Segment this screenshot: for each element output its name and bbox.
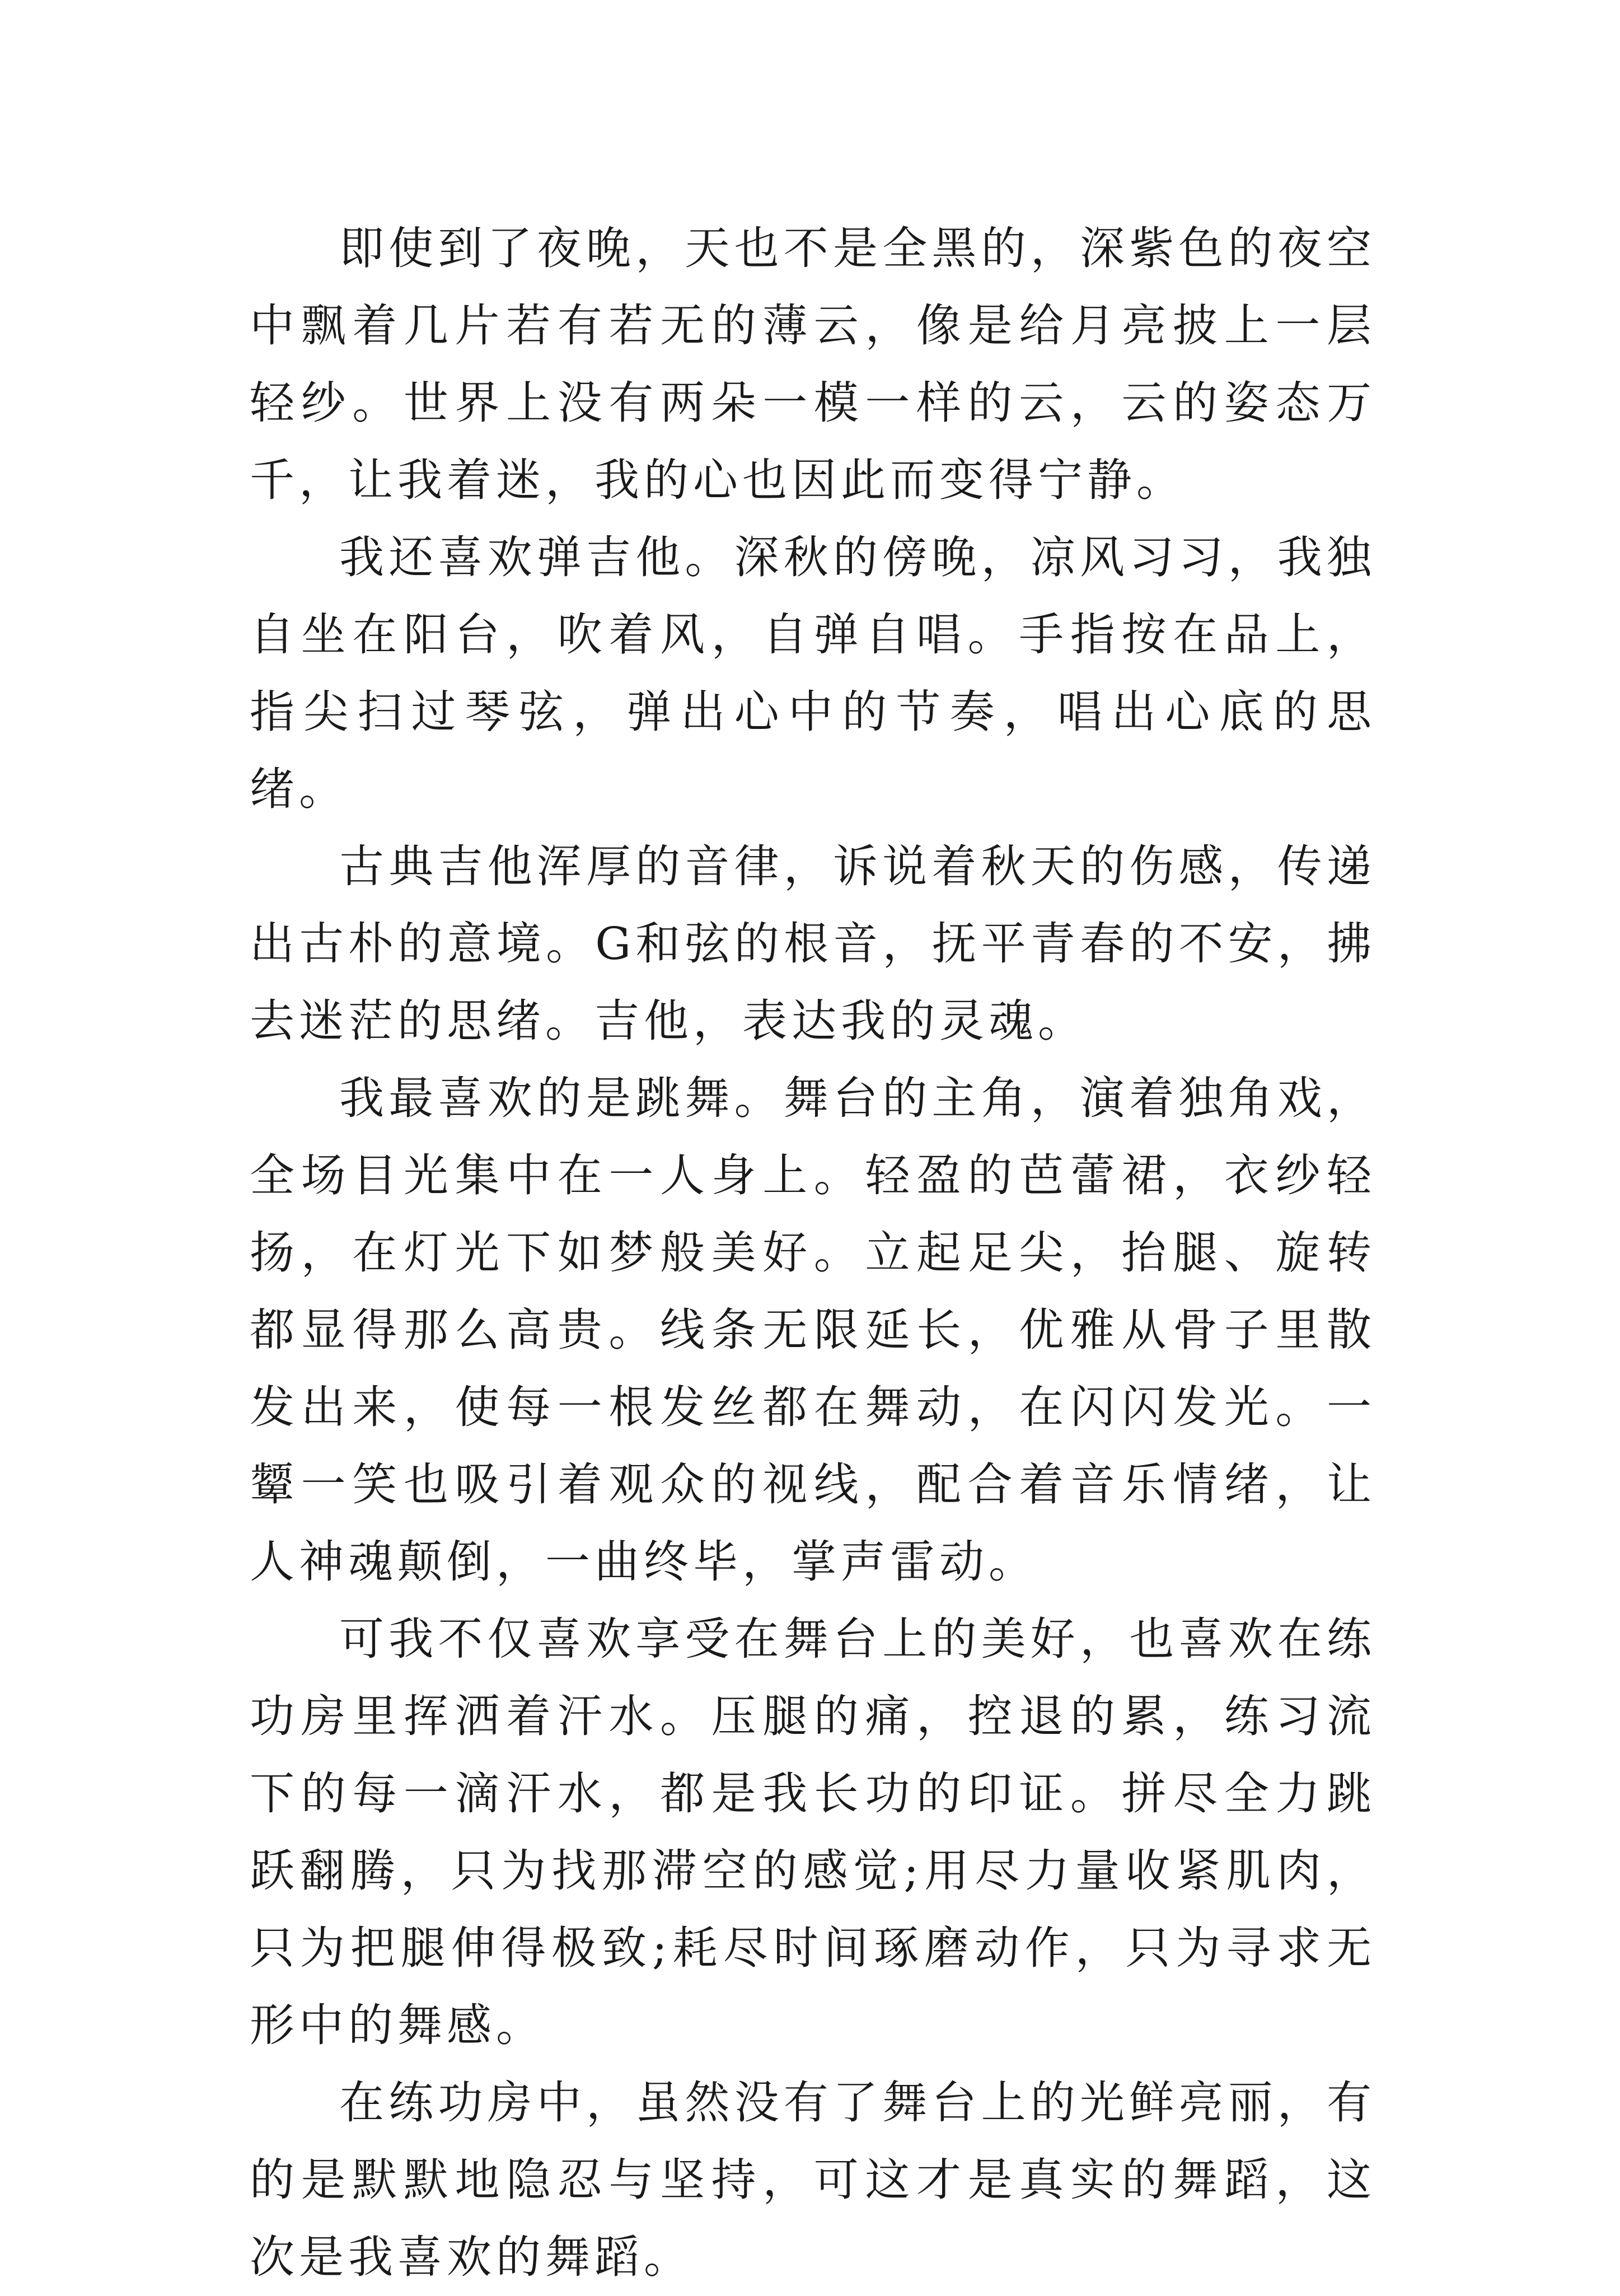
paragraph-guitar-evening: 我还喜欢弹吉他。深秋的傍晚，凉风习习，我独自坐在阳台，吹着风，自弹自唱。手指按在品上，指尖扫过琴弦，弹出心中的节奏，唱出心底的思绪。: [250, 531, 1376, 815]
paragraph-dance-stage: 我最喜欢的是跳舞。舞台的主角，演着独角戏，全场目光集中在一人身上。轻盈的芭蕾裙，衣纱轻扬，在灯光下如梦般美好。立起足尖，抬腿、旋转都显得那么高贵。线条无限延长，优雅从骨子里散发出来，使每一根发丝都在舞动，在闪闪发光。一颦一笑也吸引着观众的视线，配合着音乐情绪，让人神魂颠倒，一曲终毕，掌声雷动。: [250, 1072, 1376, 1588]
paragraph-night-clouds: 即使到了夜晚，天也不是全黑的，深紫色的夜空中飘着几片若有若无的薄云，像是给月亮披上一层轻纱。世界上没有两朵一模一样的云，云的姿态万千，让我着迷，我的心也因此而变得宁静。: [250, 222, 1376, 506]
paragraph-true-dance: 在练功房中，虽然没有了舞台上的光鲜亮丽，有的是默默地隐忍与坚持，可这才是真实的舞蹈，这次是我喜欢的舞蹈。: [250, 2077, 1376, 2283]
paragraph-classical-guitar: 古典吉他浑厚的音律，诉说着秋天的伤感，传递出古朴的意境。G和弦的根音，抚平青春的不安，拂去迷茫的思绪。吉他，表达我的灵魂。: [250, 840, 1376, 1047]
essay-body: [250, 210, 1376, 2296]
paragraph-practice-room: 可我不仅喜欢享受在舞台上的美好，也喜欢在练功房里挥洒着汗水。压腿的痛，控退的累，练习流下的每一滴汗水，都是我长功的印证。拼尽全力跳跃翻腾，只为找那滞空的感觉;用尽力量收紧肌肉，只为把腿伸得极致;耗尽时间琢磨动作，只为寻求无形中的舞感。: [250, 1613, 1376, 2051]
